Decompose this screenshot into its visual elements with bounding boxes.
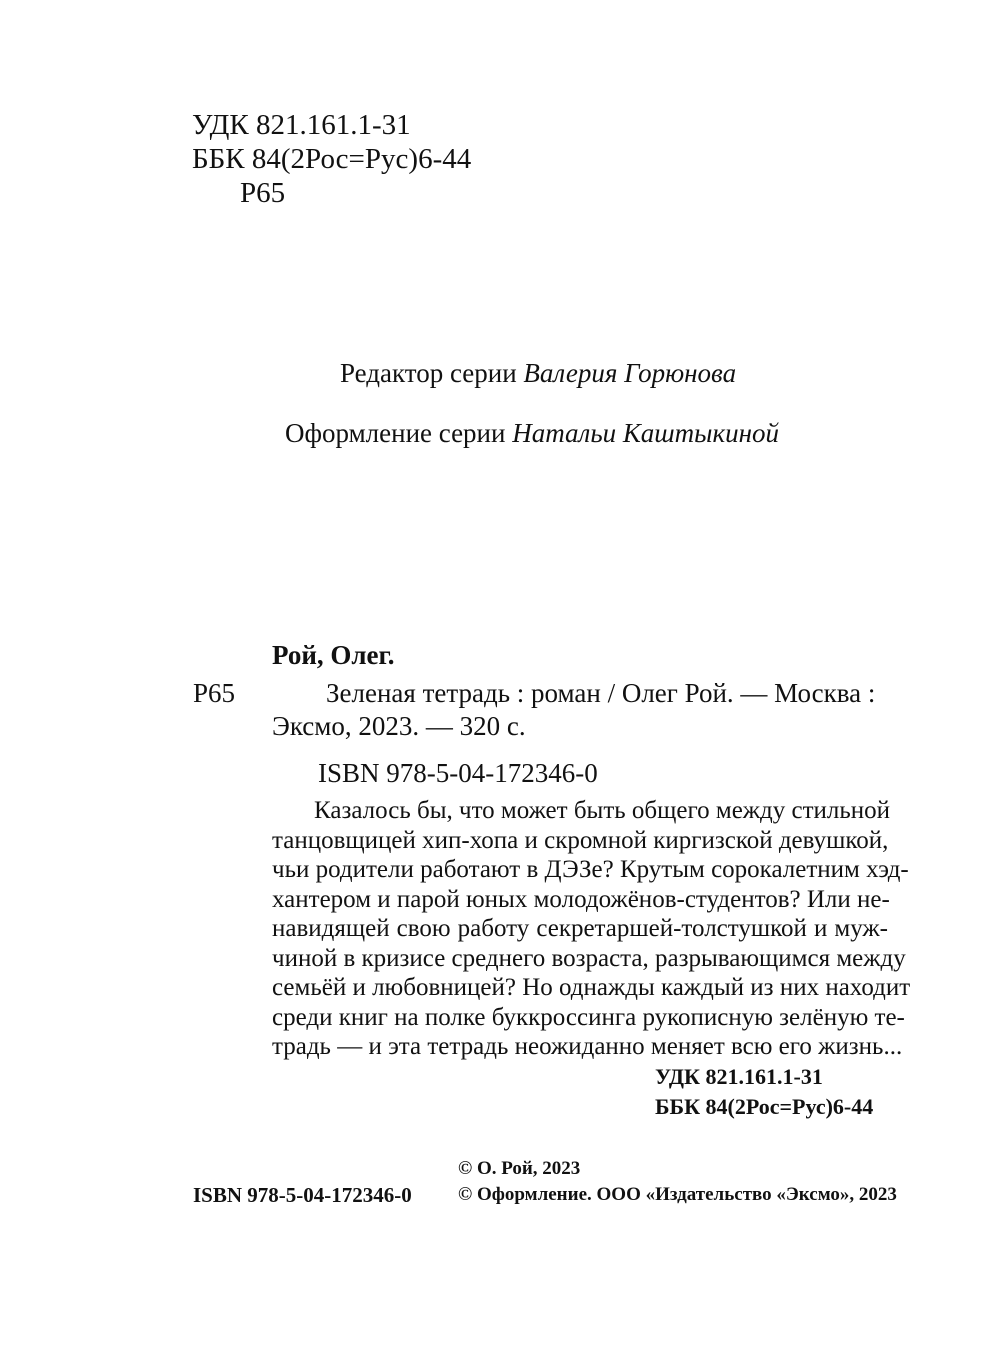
annotation-line: чьи родители работают в ДЭЗе? Крутым сорокалетним хэд- xyxy=(272,856,909,883)
catalog-entry-publication: Эксмо, 2023. — 320 с. xyxy=(272,711,526,741)
footer-isbn: ISBN 978-5-04-172346-0 xyxy=(193,1183,412,1207)
series-design-label: Оформление серии xyxy=(285,418,506,448)
annotation-line: чиной в кризисе среднего возраста, разрывающимся между xyxy=(272,944,906,972)
footer-classification-codes xyxy=(655,1062,873,1122)
annotation-line: Казалось бы, что может быть общего между стильной xyxy=(314,797,891,824)
annotation-line: навидящей свою работу секретаршей-толстушкой и муж- xyxy=(272,915,888,942)
series-editor-credit xyxy=(340,357,736,389)
annotation-line: среди книг на полке буккроссинга рукописную зелёную те- xyxy=(272,1003,905,1031)
udk-code: УДК 821.161.1-31 xyxy=(192,109,411,141)
annotation-line: традь — и эта тетрадь неожиданно меняет всю его жизнь... xyxy=(272,1033,903,1060)
copyright-design: © Оформление. ООО «Издательство «Эксмо», 2023 xyxy=(458,1184,897,1205)
footer-bbk-code: ББК 84(2Рос=Рус)6-44 xyxy=(655,1094,874,1119)
catalog-entry-title: Зеленая тетрадь : роман / Олег Рой. — Москва : xyxy=(326,678,876,708)
bbk-code: ББК 84(2Рос=Рус)6-44 xyxy=(192,143,472,175)
catalog-entry-mark: Р65 xyxy=(193,678,236,708)
annotation-line: танцовщицей хип-хопа и скромной киргизской девушкой, xyxy=(272,826,889,854)
series-design-credit xyxy=(285,417,779,449)
annotation-text xyxy=(272,796,911,1062)
annotation-line: хантером и парой юных молодожёнов-студентов? Или не- xyxy=(272,885,890,913)
series-editor-label: Редактор серии xyxy=(340,358,517,388)
copyright-author: © О. Рой, 2023 xyxy=(458,1158,581,1179)
footer-udk-code: УДК 821.161.1-31 xyxy=(655,1064,823,1089)
series-editor-name: Валерия Горюнова xyxy=(523,358,737,388)
catalog-entry-isbn: ISBN 978-5-04-172346-0 xyxy=(318,758,598,788)
catalog-entry-author: Рой, Олег. xyxy=(272,640,395,670)
series-design-name: Натальи Каштыкиной xyxy=(512,418,779,448)
annotation-line: семьёй и любовницей? Но однажды каждый из них находит xyxy=(272,974,911,1001)
classification-codes xyxy=(192,108,471,210)
author-mark: Р65 xyxy=(240,177,286,209)
